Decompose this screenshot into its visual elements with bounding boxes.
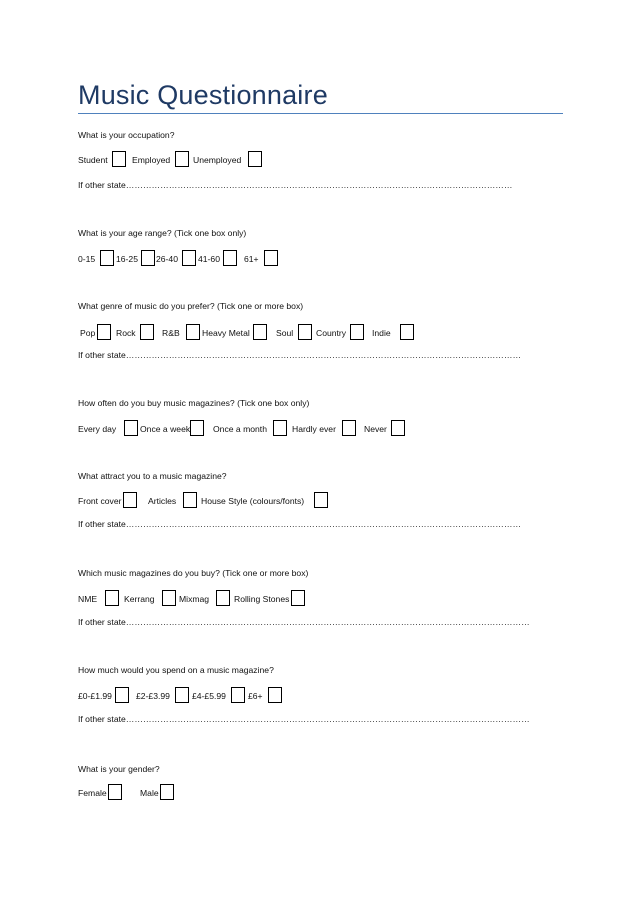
option-label: NME: [78, 594, 98, 604]
other-state-field[interactable]: If other state……………………………………………………………………………………………………………………………: [78, 617, 530, 627]
option-label: R&B: [162, 328, 180, 338]
checkbox-pop[interactable]: [97, 324, 111, 340]
other-state-field[interactable]: If other state…………………………………………………………………………………………………………………………: [78, 350, 522, 360]
options-occupation: [78, 151, 558, 169]
option-label: 41-60: [198, 254, 220, 264]
option-label: 0-15: [78, 254, 96, 264]
question-attraction: What attract you to a music magazine?: [78, 471, 227, 481]
checkbox-student[interactable]: [112, 151, 126, 167]
checkbox-once-a-week[interactable]: [190, 420, 204, 436]
question-frequency: How often do you buy music magazines? (Tick one box only): [78, 398, 310, 408]
option-label: Country: [316, 328, 347, 338]
option-label: £6+: [248, 691, 263, 701]
checkbox-spend-6-plus[interactable]: [268, 687, 282, 703]
checkbox-age-41-60[interactable]: [223, 250, 237, 266]
option-label: Rock: [116, 328, 136, 338]
checkbox-female[interactable]: [108, 784, 122, 800]
checkbox-employed[interactable]: [175, 151, 189, 167]
option-label: Kerrang: [124, 594, 155, 604]
question-magazines: Which music magazines do you buy? (Tick one or more box): [78, 568, 309, 578]
option-label: Student: [78, 155, 108, 165]
options-frequency: [78, 420, 558, 438]
option-label: Rolling Stones: [234, 594, 290, 604]
option-label: Front cover: [78, 496, 122, 506]
checkbox-rock[interactable]: [140, 324, 154, 340]
checkbox-spend-0-1-99[interactable]: [115, 687, 129, 703]
checkbox-indie[interactable]: [400, 324, 414, 340]
option-label: Heavy Metal: [202, 328, 250, 338]
checkbox-front-cover[interactable]: [123, 492, 137, 508]
checkbox-nme[interactable]: [105, 590, 119, 606]
options-spend: [78, 687, 558, 705]
checkbox-once-a-month[interactable]: [273, 420, 287, 436]
options-magazines: [78, 590, 558, 608]
options-attraction: [78, 492, 558, 510]
checkbox-rnb[interactable]: [186, 324, 200, 340]
checkbox-heavy-metal[interactable]: [253, 324, 267, 340]
option-label: House Style (colours/fonts): [201, 496, 305, 506]
checkbox-soul[interactable]: [298, 324, 312, 340]
options-genre: [78, 324, 558, 342]
checkbox-kerrang[interactable]: [162, 590, 176, 606]
option-label: 61+: [244, 254, 259, 264]
option-label: Unemployed: [193, 155, 242, 165]
checkbox-country[interactable]: [350, 324, 364, 340]
question-genre: What genre of music do you prefer? (Tick one or more box): [78, 301, 304, 311]
question-occupation: What is your occupation?: [78, 130, 175, 140]
checkbox-age-16-25[interactable]: [141, 250, 155, 266]
checkbox-never[interactable]: [391, 420, 405, 436]
option-label: 26-40: [156, 254, 178, 264]
option-label: Employed: [132, 155, 171, 165]
option-label: Male: [140, 788, 159, 798]
option-label: Hardly ever: [292, 424, 336, 434]
option-label: £0-£1.99: [78, 691, 112, 701]
checkbox-mixmag[interactable]: [216, 590, 230, 606]
checkbox-rolling-stones[interactable]: [291, 590, 305, 606]
title-rule: [78, 113, 563, 114]
question-spend: How much would you spend on a music magazine?: [78, 665, 274, 675]
option-label: Once a week: [140, 424, 191, 434]
option-label: 16-25: [116, 254, 138, 264]
question-age-range: What is your age range? (Tick one box only): [78, 228, 247, 238]
checkbox-age-0-15[interactable]: [100, 250, 114, 266]
checkbox-unemployed[interactable]: [248, 151, 262, 167]
other-state-field[interactable]: If other state……………………………………………………………………………………………………………………………: [78, 714, 530, 724]
option-label: Soul: [276, 328, 294, 338]
option-label: £4-£5.99: [192, 691, 226, 701]
option-label: Indie: [372, 328, 391, 338]
other-state-field[interactable]: If other state………………………………………………………………………………………………………………………: [78, 180, 513, 190]
option-label: £2-£3.99: [136, 691, 170, 701]
checkbox-spend-4-5-99[interactable]: [231, 687, 245, 703]
option-label: Pop: [80, 328, 96, 338]
checkbox-hardly-ever[interactable]: [342, 420, 356, 436]
checkbox-age-26-40[interactable]: [182, 250, 196, 266]
options-gender: [78, 784, 558, 802]
checkbox-age-61-plus[interactable]: [264, 250, 278, 266]
page-title: Music Questionnaire: [78, 80, 328, 110]
option-label: Once a month: [213, 424, 267, 434]
option-label: Articles: [148, 496, 177, 506]
option-label: Mixmag: [179, 594, 210, 604]
checkbox-house-style[interactable]: [314, 492, 328, 508]
checkbox-every-day[interactable]: [124, 420, 138, 436]
question-gender: What is your gender?: [78, 764, 160, 774]
option-label: Never: [364, 424, 387, 434]
option-label: Female: [78, 788, 107, 798]
checkbox-male[interactable]: [160, 784, 174, 800]
option-label: Every day: [78, 424, 117, 434]
checkbox-spend-2-3-99[interactable]: [175, 687, 189, 703]
other-state-field[interactable]: If other state…………………………………………………………………………………………………………………………: [78, 519, 522, 529]
checkbox-articles[interactable]: [183, 492, 197, 508]
options-age-range: [78, 250, 558, 268]
